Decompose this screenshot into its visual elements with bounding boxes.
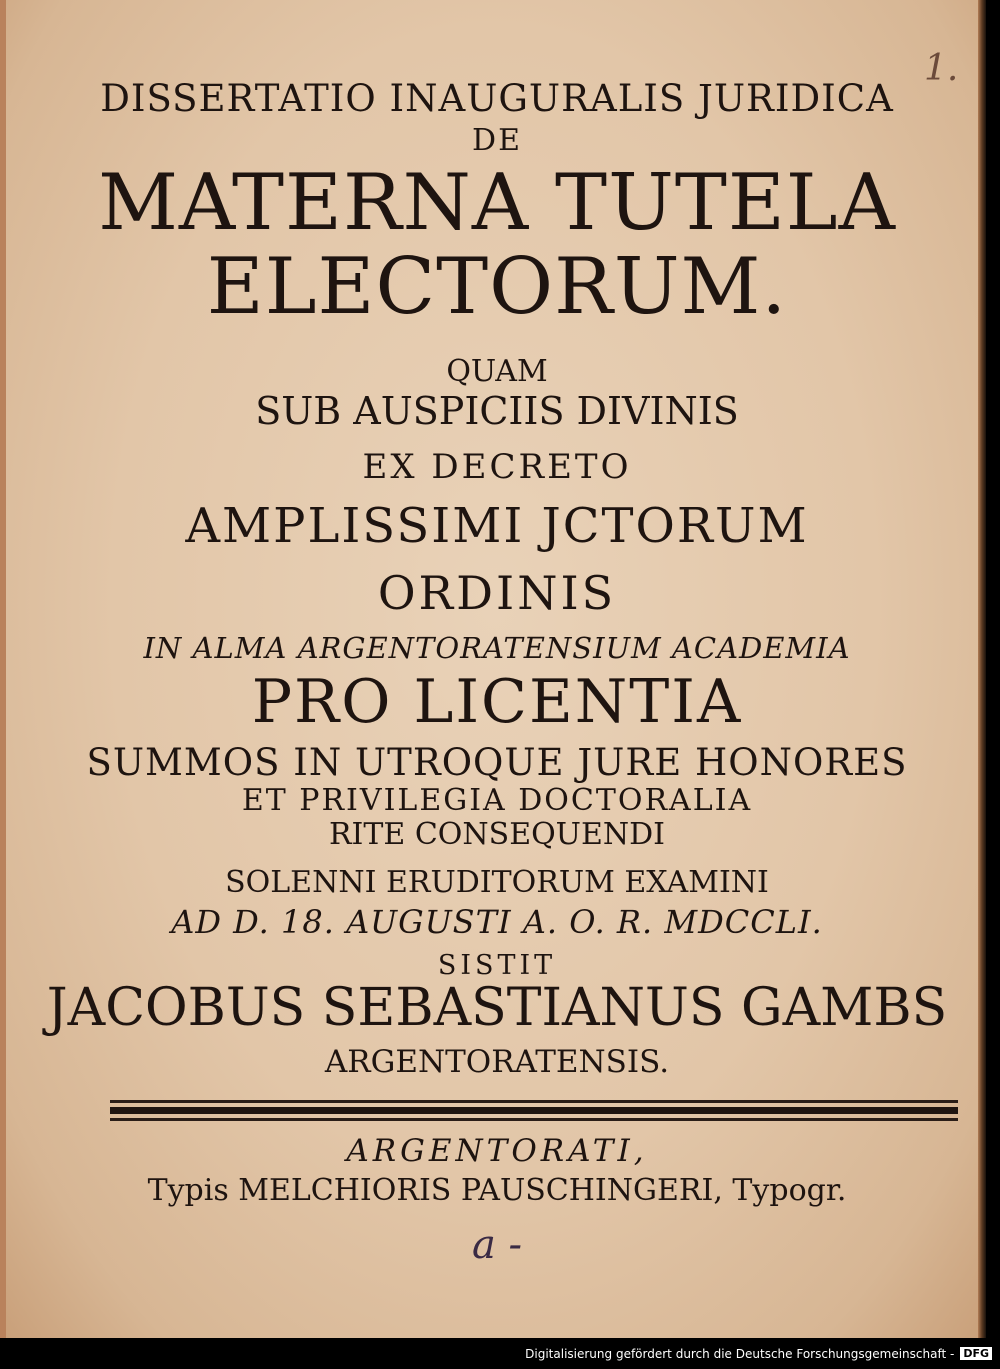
footer-credit: Digitalisierung gefördert durch die Deutsche Forschungsgemeinschaft - [525,1346,955,1361]
sistit-line: SISTIT [437,950,557,981]
ordinis-line: ORDINIS [377,566,617,620]
dissertation-type: DISSERTATIO INAUGURALIS JURIDICA [100,77,894,120]
rule-thick [110,1107,958,1114]
dfg-logo: DFG [960,1347,992,1360]
pro-licentia-line: PRO LICENTIA [251,667,743,737]
honores-line: SUMMOS IN UTROQUE JURE HONORES [86,741,908,784]
signature-mark: a - [471,1222,523,1268]
imprint-city: ARGENTORATI, [346,1133,648,1169]
main-title-line2: ELECTORUM. [206,242,788,332]
date-line: AD D. 18. AUGUSTI A. O. R. MDCCLI. [171,903,823,941]
rule-thin-bottom [110,1118,958,1121]
examini-line: SOLENNI ERUDITORUM EXAMINI [225,865,769,900]
de-line: DE [472,123,522,158]
footer-bar [0,1338,1000,1369]
author-origin: ARGENTORATENSIS. [324,1044,670,1080]
decreto-line: EX DECRETO [362,447,632,487]
quam-line: QUAM [446,354,548,389]
rule-thin-top [110,1100,958,1103]
imprint-printer: Typis MELCHIORIS PAUSCHINGERI, Typogr. [147,1173,847,1208]
privilegia-line: ET PRIVILEGIA DOCTORALIA [241,783,753,818]
page-number-mark: 1. [924,48,959,89]
consequendi-line: RITE CONSEQUENDI [328,817,666,852]
auspiciis-line: SUB AUSPICIIS DIVINIS [255,389,739,433]
main-title-line1: MATERNA TUTELA [98,158,896,248]
academia-line: IN ALMA ARGENTORATENSIUM ACADEMIA [143,631,851,665]
amplissimi-line: AMPLISSIMI JCTORUM [185,498,809,554]
page-edge [978,0,986,1338]
author-name: JACOBUS SEBASTIANUS GAMBS [46,978,948,1038]
